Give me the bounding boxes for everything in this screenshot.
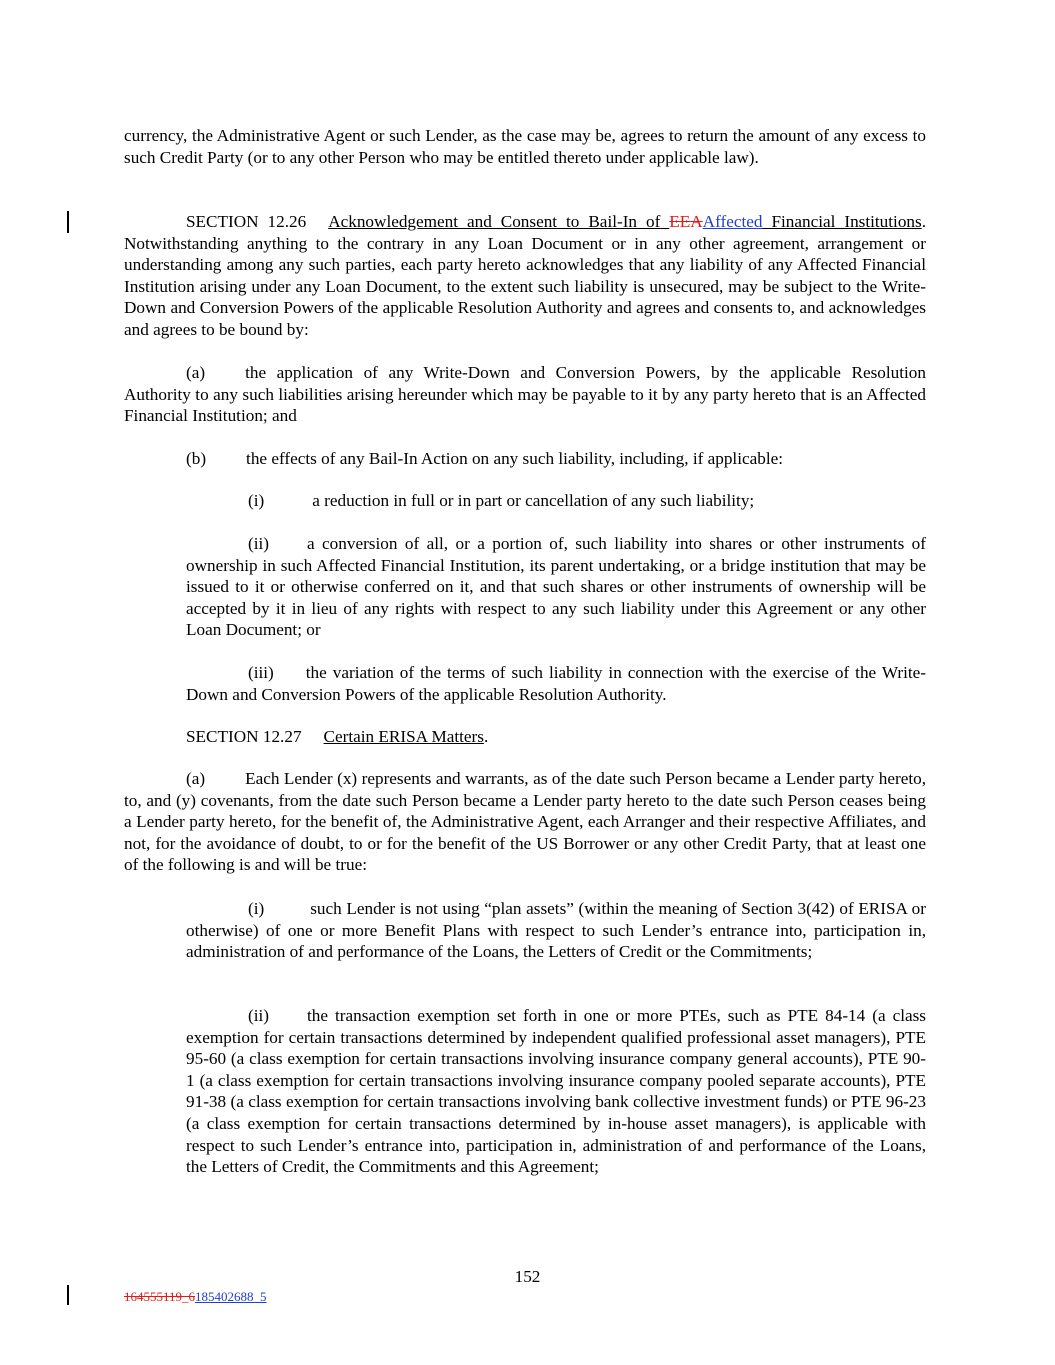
change-bar [67, 211, 69, 233]
footer-inserted-id: 185402688_5 [195, 1289, 267, 1304]
section-12-26 [124, 211, 926, 341]
clause-b [124, 448, 926, 470]
section-12-27-title: Certain ERISA Matters [323, 727, 484, 746]
page-number: 152 [514, 1267, 541, 1286]
erisa-clause-a-text: Each Lender (x) represents and warrants, as of the date such Person became a Lender party hereto, to, and (y) covenants, from the date such Person became a Lender party hereto to the date such Person ceases being a Lender party hereto, for the benefit of, the Administrative Agent, each Arranger and their respective Affiliates, and not, for the avoidance of doubt, to or for the benefit of the US Borrower or any other Credit Party, that at least one of the following is and will be true: [124, 769, 926, 875]
erisa-clause-a-label: (a) [186, 769, 206, 788]
clause-b-ii-text: a conversion of all, or a portion of, such liability into shares or other instruments of ownership in such Affected Financial Institution, its parent undertaking, or a bridge institution that may be issued to it or otherwise conferred on it, and that such shares or other instruments of ownership will be accepted by it in lieu of any rights with respect to any such liability under this Agreement or any other Loan Document; or [186, 534, 926, 640]
erisa-clause-ii [186, 1005, 926, 1178]
section-12-27-period: . [483, 727, 489, 746]
intro-paragraph: currency, the Administrative Agent or such Lender, as the case may be, agrees to return the amount of any excess to such Credit Party (or to any other Person who may be entitled thereto under applicable law). [124, 126, 926, 167]
clause-b-iii [186, 662, 926, 705]
erisa-clause-ii-text: the transaction exemption set forth in one or more PTEs, such as PTE 84-14 (a class exemption for certain transactions determined by independent qualified professional asset managers), PTE 95-60 (a class exemption for certain transactions involving insurance company general accounts), PTE 90-1 (a class exemption for certain transactions involving insurance company pooled separate accounts), PTE 91-38 (a class exemption for certain transactions involving bank collective investment funds) or PTE 96-23 (a class exemption for certain transactions determined by in-house asset managers), is applicable with respect to such Lender’s entrance into, participation in, administration of and performance of the Loans, the Letters of Credit, the Commitments and this Agreement; [186, 1006, 926, 1177]
section-12-26-title-b: Financial Institutions [771, 212, 922, 231]
footer-doc-id [124, 1289, 267, 1305]
clause-b-label: (b) [186, 449, 207, 468]
erisa-clause-ii-label: (ii) [248, 1006, 269, 1025]
footer-deleted-id: 164555119_6 [124, 1289, 196, 1304]
clause-b-text: the effects of any Bail-In Action on any such liability, including, if applicable: [246, 449, 784, 468]
section-12-26-body: . Notwithstanding anything to the contrary in any Loan Document or in any other agreement, arrangement or understanding among any such parties, each party hereto acknowledges that any liability of any Affected Financial Institution arising under any Loan Document, to the extent such liability is unsecured, may be subject to the Write-Down and Conversion Powers of the applicable Resolution Authority and agrees and consents to, and acknowledges and agrees to be bound by: [124, 212, 926, 339]
deleted-text: EEA [669, 212, 703, 231]
erisa-clause-i-label: (i) [248, 899, 265, 918]
clause-b-i-text: a reduction in full or in part or cancellation of any such liability; [312, 491, 755, 510]
footer-change-bar [67, 1285, 69, 1305]
clause-b-iii-text: the variation of the terms of such liability in connection with the exercise of the Write-Down and Conversion Powers of the applicable Resolution Authority. [186, 663, 926, 704]
clause-b-ii [186, 533, 926, 641]
section-12-26-title-a: Acknowledgement and Consent to Bail-In of [328, 212, 661, 231]
clause-a-text: the application of any Write-Down and Conversion Powers, by the applicable Resolution Authority to any such liabilities arising hereunder which may be payable to it by any party hereto that is an Affected Financial Institution; and [124, 363, 926, 426]
clause-a-label: (a) [186, 363, 206, 382]
erisa-clause-i-text: such Lender is not using “plan assets” (within the meaning of Section 3(42) of ERISA or otherwise) of one or more Benefit Plans with respect to such Lender’s entrance into, participation in, administration of and performance of the Loans, the Letters of Credit or the Commitments; [186, 899, 926, 962]
erisa-clause-i [186, 898, 926, 963]
section-12-26-number: SECTION 12.26 [186, 212, 307, 231]
clause-b-iii-label: (iii) [248, 663, 274, 682]
erisa-clause-a [124, 768, 926, 876]
clause-b-ii-label: (ii) [248, 534, 269, 553]
clause-b-i [186, 490, 926, 512]
section-12-27 [124, 726, 926, 748]
clause-a [124, 362, 926, 427]
section-12-27-number: SECTION 12.27 [186, 727, 302, 746]
inserted-text: Affected [702, 212, 763, 231]
clause-b-i-label: (i) [248, 491, 265, 510]
